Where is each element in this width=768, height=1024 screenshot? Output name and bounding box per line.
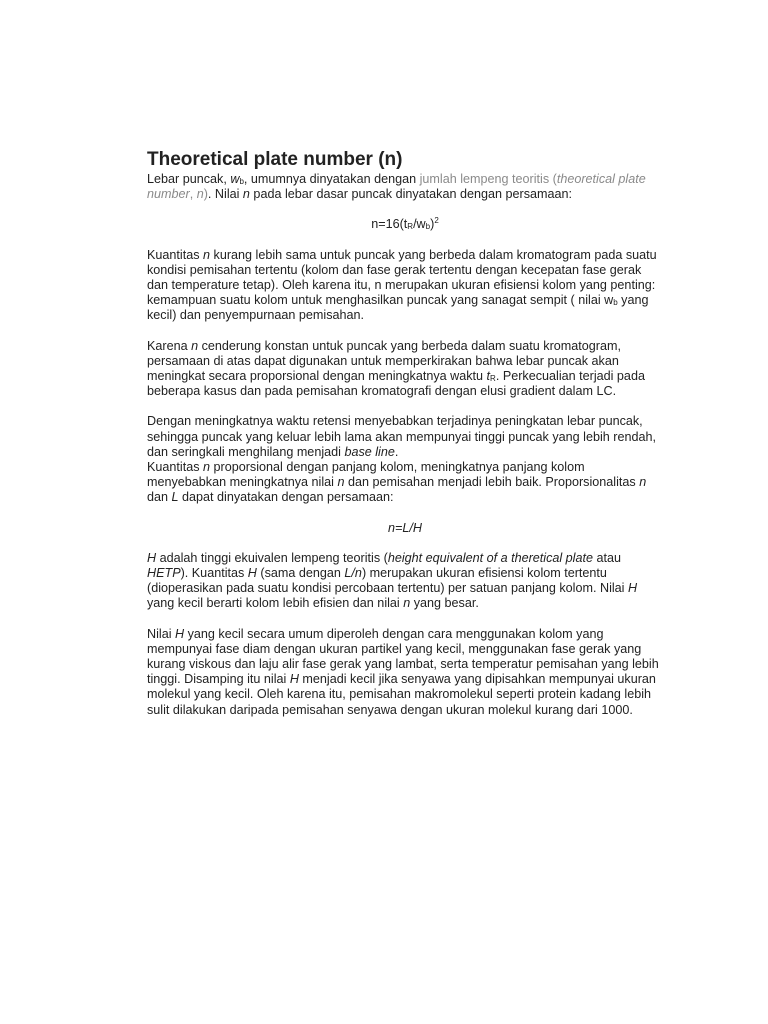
superscript-2: 2 — [434, 216, 439, 226]
text-run: atau — [592, 550, 621, 565]
text-run: n=16(t — [371, 217, 408, 232]
text-run: /w — [413, 217, 426, 232]
symbol-h: H — [147, 550, 157, 565]
symbol-n: n — [203, 247, 211, 262]
text-run: ) — [203, 187, 208, 202]
text-run: cenderung konstan untuk puncak yang berbeda dalam suatu kromatogram, persamaan di atas dapat digunakan untuk memperkirakan bahwa lebar puncak akan meningkat secara proporsional dengan meningkatnya waktu — [147, 338, 621, 384]
paragraph-kuantitas-n — [147, 248, 663, 324]
text-run: Nilai — [147, 626, 175, 641]
symbol-n: n — [403, 596, 411, 611]
symbol-t: t — [486, 369, 491, 384]
subscript-r: R — [490, 374, 496, 384]
text-run: theoretical plate number — [147, 172, 646, 202]
text-run: Dengan meningkatnya waktu retensi menyebabkan terjadinya peningkatan lebar puncak, sehingga puncak yang keluar lebih lama akan mempunyai tinggi puncak yang lebih rendah, dan seringkali menghilang menjadi — [147, 414, 656, 459]
subscript-b: b — [239, 177, 244, 186]
text-run: yang kecil berarti kolom lebih efisien dan nilai — [147, 596, 404, 611]
subscript-b: b — [425, 222, 431, 232]
text-run: yang kecil) dan penyempurnaan pemisahan. — [147, 293, 649, 323]
symbol-n: n — [242, 187, 250, 202]
text-run: , — [189, 187, 197, 202]
paragraph-nilai-h — [147, 627, 663, 718]
paragraph-karena-n — [147, 339, 663, 400]
subscript-b: b — [613, 298, 618, 308]
equation-n-l-h — [147, 521, 663, 536]
text-run: ). Kuantitas — [180, 566, 248, 581]
term-base-line: base line — [344, 444, 395, 459]
symbol-n: n — [203, 460, 211, 475]
text-run: ( — [552, 172, 557, 186]
page-title: Theoretical plate number (n) — [147, 149, 403, 170]
text-run: . Perkecualian terjadi pada beberapa kasus dan pada pemisahan kromatografi dengan elusi gradient dalam LC. — [147, 369, 645, 399]
symbol-n: n — [196, 187, 204, 202]
paragraph-hetp — [147, 551, 663, 612]
symbol-h: H — [175, 626, 185, 641]
text-run: kurang lebih sama untuk puncak yang berbeda dalam kromatogram pada suatu kondisi pemisahan tertentu (kolom dan fase gerak tertentu dengan kecepatan fase gerak dan temperature tetap). Oleh karena itu, n merupakan ukuran efisiensi kolom yang penting: kemampuan suatu kolom untuk menghasilkan puncak yang sanagat sempit ( nilai w — [147, 247, 657, 308]
paragraph-proporsional — [147, 460, 663, 506]
subscript-r: R — [407, 222, 414, 232]
text-run: Kuantitas — [147, 247, 204, 262]
symbol-h: H — [247, 566, 257, 581]
symbol-l: L — [171, 490, 179, 505]
paragraph-definition — [147, 172, 663, 202]
text-run: Karena — [147, 338, 192, 353]
text-run: proporsional dengan panjang kolom, meningkatnya panjang kolom menyebabkan meningkatnya nilai — [147, 460, 585, 490]
text-run: ) — [430, 217, 435, 232]
text-run: , umumnya dinyatakan dengan — [243, 172, 420, 186]
text-run: pada lebar dasar puncak dinyatakan dengan persamaan: — [249, 187, 573, 202]
text-run: Lebar puncak, — [147, 172, 231, 186]
text-run: n=L/H — [388, 520, 422, 535]
term-hetp: HETP — [147, 566, 181, 581]
text-run: yang besar. — [410, 596, 479, 611]
text-run: yang kecil secara umum diperoleh dengan cara menggunakan kolom yang mempunyai fase diam dengan ukuran partikel yang kecil, menggunakan fase gerak yang kurang viskous dan laju alir fase gerak yang lambat, serta temperatur pemisahan yang lebih tinggi. Disamping itu nilai — [147, 626, 659, 687]
text-run: . Nilai — [207, 187, 243, 202]
text-run: menjadi kecil jika senyawa yang dipisahkan mempunyai ukuran molekul yang kecil. Oleh karena itu, pemisahan makromolekul seperti protein kadang lebih sulit dilakukan daripada pemisahan senyawa dengan ukuran molekul kurang dari 1000. — [147, 672, 656, 717]
symbol-h: H — [627, 581, 638, 596]
symbol-w: w — [230, 172, 240, 186]
term-hetp-full: height equivalent of a theretical plate — [387, 550, 593, 565]
text-run: ) merupakan ukuran efisiensi kolom tertentu (dioperasikan pada suatu kondisi percobaan tertentu) per satuan panjang kolom. Nilai — [147, 566, 628, 596]
symbol-h: H — [289, 672, 299, 687]
text-run: (sama dengan — [256, 566, 345, 581]
paragraph-waktu-retensi — [147, 414, 663, 460]
document-body — [147, 148, 663, 718]
text-run: Kuantitas — [147, 460, 204, 475]
link-jumlah-lempeng-teoritis[interactable]: jumlah lempeng teoritis — [419, 172, 550, 186]
text-run: . — [394, 444, 399, 459]
symbol-n: n — [337, 475, 345, 490]
text-run: dan — [147, 490, 172, 505]
text-run: dapat dinyatakan dengan persamaan: — [178, 490, 394, 505]
symbol-n: n — [191, 338, 199, 353]
term-l-over-n: L/n — [344, 566, 362, 581]
text-run: dan pemisahan menjadi lebih baik. Proporsionalitas — [344, 475, 640, 490]
text-run: adalah tinggi ekuivalen lempeng teoritis ( — [156, 550, 388, 565]
equation-plate-number — [147, 217, 663, 232]
symbol-n: n — [639, 475, 647, 490]
